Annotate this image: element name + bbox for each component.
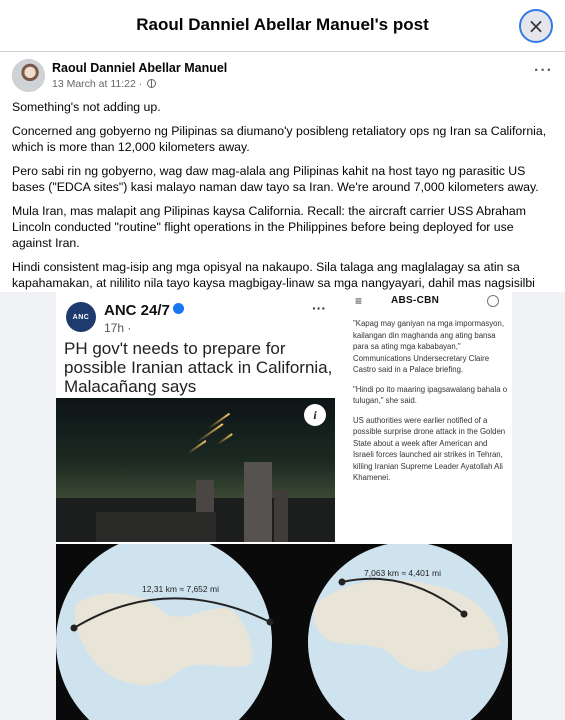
post-paragraph: Something's not adding up. bbox=[12, 100, 161, 114]
menu-icon: ≡ bbox=[355, 294, 363, 308]
article-paragraph: US authorities were earlier notified of a possible surprise drone attack in the Golden State about a week after American and Israeli forces launched air strikes in Tehran, killing Iranian Supreme Leader Ayatollah Ali Khamenei. bbox=[353, 415, 506, 482]
anc-logo: ANC bbox=[66, 302, 96, 332]
more-options-button[interactable]: ··· bbox=[534, 62, 553, 79]
post-paragraph: Concerned ang gobyerno ng Pilipinas sa diumano'y posibleng retaliatory ops ng Iran sa California, which is more than 12,000 kilometers away. bbox=[12, 124, 547, 154]
anc-more-icon: ··· bbox=[312, 300, 326, 316]
anc-page-name bbox=[104, 302, 184, 319]
collage-image[interactable] bbox=[56, 292, 512, 720]
globe-icon bbox=[147, 79, 156, 88]
post-body bbox=[12, 99, 556, 315]
building bbox=[274, 490, 288, 542]
missile-flare bbox=[217, 433, 233, 445]
anc-headline: PH gov't needs to prepare for possible Iranian attack in California, Malacañang says bbox=[64, 339, 333, 396]
map-point bbox=[71, 625, 78, 632]
post-paragraph: Mula Iran, mas malapit ang Pilipinas kaysa California. Recall: the aircraft carrier USS Abraham Lincoln conducted "routine" flight operations in the Philippines before being deployed for use against Iran. bbox=[12, 204, 526, 250]
post-meta bbox=[52, 78, 156, 90]
news-photo bbox=[56, 398, 335, 542]
post-media[interactable] bbox=[0, 292, 565, 720]
modal-title: Raoul Danniel Abellar Manuel's post bbox=[136, 15, 429, 34]
avatar[interactable] bbox=[12, 59, 45, 92]
post-paragraph: Pero sabi rin ng gobyerno, wag daw mag-alala ang Pilipinas kahit na host tayo ng parasitic US bases ("EDCA sites") kasi malayo naman daw tayo sa Iran. We're around 7,000 kilometers away. bbox=[12, 164, 539, 194]
post-header bbox=[12, 58, 553, 94]
abscbn-article-text bbox=[353, 318, 509, 492]
article-paragraph: "Kapag may ganiyan na mga impormasyon, kailangan din maghanda ang ating bansa para sa ating mga kababayan," Communications Undersecretary Claire Castro said in a Palace briefing. bbox=[353, 319, 504, 374]
article-paragraph: "Hindi po ito maaring ipagsawalang bahala o tulugan," she said. bbox=[353, 384, 508, 405]
modal-header bbox=[0, 0, 565, 52]
building bbox=[244, 462, 272, 542]
abscbn-article bbox=[341, 292, 512, 544]
anc-time: 17h · bbox=[104, 321, 132, 335]
close-icon: × bbox=[527, 14, 545, 38]
globe-maps bbox=[56, 544, 512, 720]
search-icon bbox=[487, 295, 499, 307]
map-point bbox=[267, 619, 274, 626]
anc-name-text: ANC 24/7 bbox=[104, 302, 170, 319]
left-distance-label: 12,31 km ≈ 7,652 mi bbox=[142, 584, 219, 594]
map-point bbox=[339, 579, 346, 586]
post-paragraph: Hindi consistent mag-isip ang mga opisyal na nakaupo. Sila talaga ang maglalagay sa atin sa kapahamakan, at nililito nila tayo kaysa magbigay-linaw sa mga nangyayari, dahil mas nagsisilbi bbox=[12, 260, 535, 290]
distance-maps bbox=[56, 544, 512, 720]
verified-icon bbox=[173, 303, 184, 314]
info-icon: i bbox=[304, 404, 326, 426]
map-point bbox=[461, 611, 468, 618]
abscbn-logo: ABS-CBN bbox=[391, 295, 440, 306]
author-name[interactable]: Raoul Danniel Abellar Manuel bbox=[52, 61, 228, 75]
post-timestamp[interactable]: 13 March at 11:22 · bbox=[52, 78, 143, 90]
close-button[interactable] bbox=[519, 9, 553, 43]
rooftop bbox=[96, 512, 216, 542]
right-distance-label: 7,063 km ≈ 4,401 mi bbox=[364, 568, 441, 578]
